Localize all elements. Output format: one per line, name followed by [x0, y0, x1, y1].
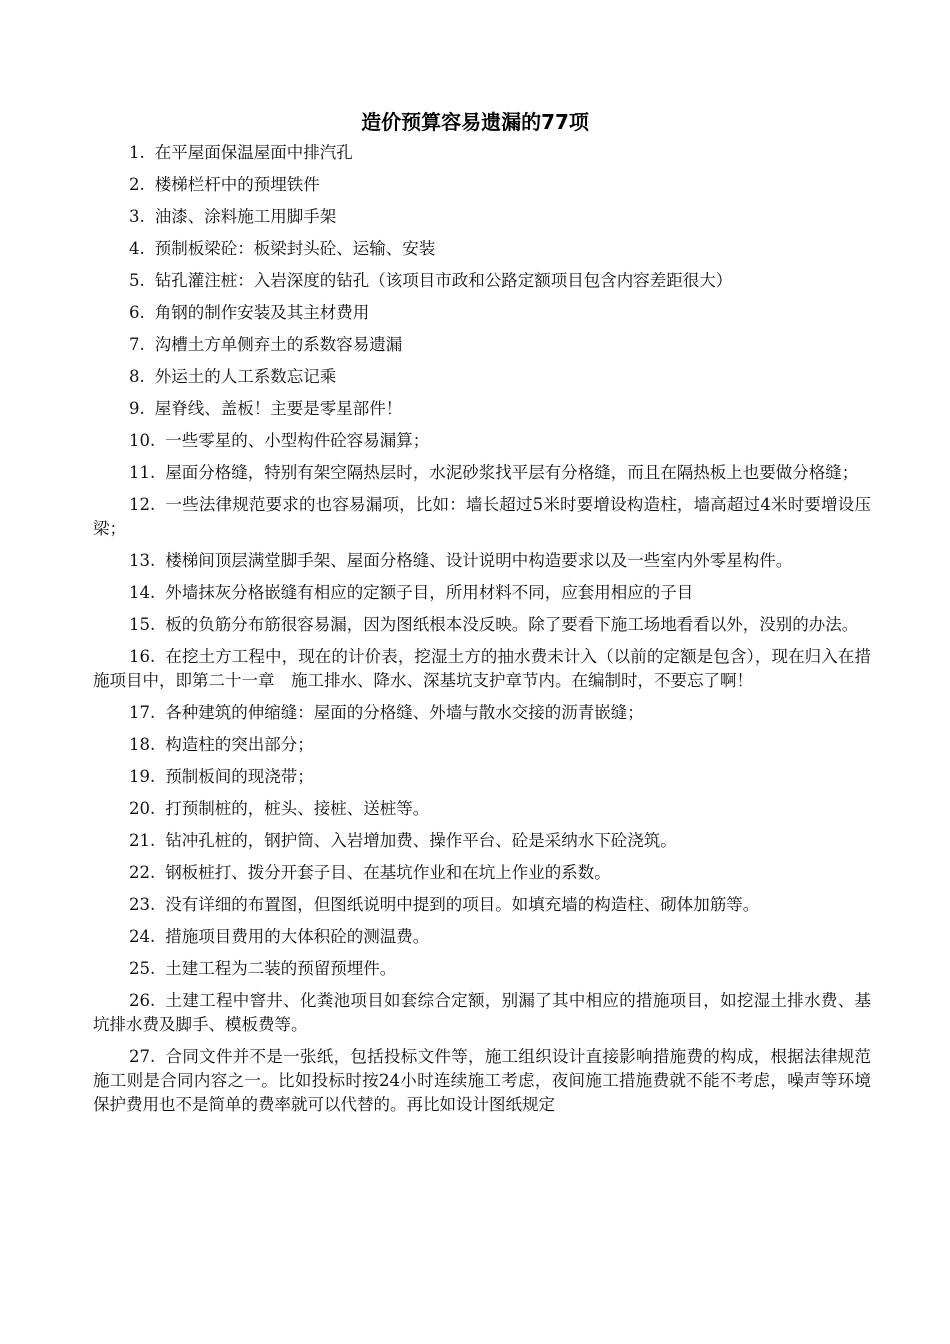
list-item	[93, 645, 871, 693]
list-item	[93, 861, 871, 885]
list-item	[93, 957, 871, 981]
item-number: 9.	[129, 399, 145, 418]
item-number: 5.	[129, 271, 145, 290]
list-item	[93, 269, 871, 293]
item-number: 13.	[129, 551, 156, 570]
list-item	[93, 397, 871, 421]
item-number: 17.	[129, 703, 156, 722]
item-text: 一些法律规范要求的也容易漏项，比如：墙长超过5米时要增设构造柱，墙高超过4米时要增设压梁；	[93, 495, 871, 538]
item-number: 24.	[129, 927, 156, 946]
list-item	[93, 461, 871, 485]
item-number: 20.	[129, 799, 156, 818]
item-text: 预制板间的现浇带；	[165, 767, 314, 786]
item-text: 板的负筋分布筋很容易漏，因为图纸根本没反映。除了要看下施工场地看看以外，没别的办法。	[165, 615, 859, 634]
item-text: 土建工程中窨井、化粪池项目如套综合定额，别漏了其中相应的措施项目，如挖湿土排水费、基坑排水费及脚手、模板费等。	[93, 991, 871, 1034]
list-item	[93, 701, 871, 725]
item-text: 油漆、涂料施工用脚手架	[154, 207, 337, 226]
item-number: 2.	[129, 175, 145, 194]
list-item	[93, 829, 871, 853]
item-text: 沟槽土方单侧弃土的系数容易遗漏	[154, 335, 403, 354]
item-number: 18.	[129, 735, 156, 754]
item-text: 合同文件并不是一张纸，包括投标文件等，施工组织设计直接影响措施费的构成，根据法律规范施工则是合同内容之一。比如投标时按24小时连续施工考虑，夜间施工措施费就不能不考虑，噪声等环境保护费用也不是简单的费率就可以代替的。再比如设计图纸规定	[93, 1047, 871, 1114]
list-item	[93, 797, 871, 821]
item-text: 没有详细的布置图，但图纸说明中提到的项目。如填充墙的构造柱、砌体加筋等。	[165, 895, 760, 914]
list-item	[93, 365, 871, 389]
list-item	[93, 237, 871, 261]
list-item	[93, 493, 871, 541]
item-number: 8.	[129, 367, 145, 386]
list-item	[93, 989, 871, 1037]
item-number: 3.	[129, 207, 145, 226]
item-number: 11.	[129, 463, 156, 482]
item-number: 19.	[129, 767, 156, 786]
item-number: 16.	[129, 647, 156, 666]
item-number: 7.	[129, 335, 145, 354]
item-text: 钢板桩打、拨分开套子目、在基坑作业和在坑上作业的系数。	[165, 863, 611, 882]
item-text: 在平屋面保温屋面中排汽孔	[154, 143, 353, 162]
item-text: 外墙抹灰分格嵌缝有相应的定额子目，所用材料不同，应套用相应的子目	[165, 583, 694, 602]
list-item	[93, 429, 871, 453]
item-text: 构造柱的突出部分；	[165, 735, 314, 754]
item-number: 26.	[129, 991, 156, 1010]
item-text: 各种建筑的伸缩缝：屋面的分格缝、外墙与散水交接的沥青嵌缝；	[165, 703, 644, 722]
list-item	[93, 893, 871, 917]
list-item	[93, 333, 871, 357]
list-item	[93, 549, 871, 573]
list-item	[93, 613, 871, 637]
item-text: 楼梯间顶层满堂脚手架、屋面分格缝、设计说明中构造要求以及一些室内外零星构件。	[165, 551, 793, 570]
item-number: 25.	[129, 959, 156, 978]
item-number: 15.	[129, 615, 156, 634]
item-text: 外运土的人工系数忘记乘	[154, 367, 337, 386]
list-item	[93, 1045, 871, 1117]
item-text: 屋脊线、盖板！主要是零星部件！	[154, 399, 403, 418]
item-text: 角钢的制作安装及其主材费用	[154, 303, 370, 322]
item-number: 23.	[129, 895, 156, 914]
item-number: 27.	[129, 1047, 156, 1066]
list-item	[93, 301, 871, 325]
item-number: 4.	[129, 239, 145, 258]
item-number: 21.	[129, 831, 156, 850]
list-item	[93, 925, 871, 949]
item-list	[93, 141, 871, 1125]
item-text: 在挖土方工程中，现在的计价表，挖湿土方的抽水费未计入（以前的定额是包含），现在归入在措施项目中，即第二十一章 施工排水、降水、深基坑支护章节内。在编制时，不要忘了啊！	[93, 647, 871, 690]
list-item	[93, 205, 871, 229]
list-item	[93, 173, 871, 197]
item-text: 土建工程为二装的预留预埋件。	[165, 959, 397, 978]
list-item	[93, 581, 871, 605]
item-number: 22.	[129, 863, 156, 882]
list-item	[93, 141, 871, 165]
document-title: 造价预算容易遗漏的77项	[361, 110, 589, 134]
item-text: 钻孔灌注桩：入岩深度的钻孔（该项目市政和公路定额项目包含内容差距很大）	[154, 271, 733, 290]
item-number: 12.	[129, 495, 156, 514]
item-text: 楼梯栏杆中的预埋铁件	[154, 175, 320, 194]
item-text: 预制板梁砼：板梁封头砼、运输、安装	[154, 239, 436, 258]
list-item	[93, 765, 871, 789]
item-text: 一些零星的、小型构件砼容易漏算；	[165, 431, 430, 450]
item-number: 10.	[129, 431, 156, 450]
item-number: 1.	[129, 143, 145, 162]
item-text: 措施项目费用的大体积砼的测温费。	[165, 927, 430, 946]
list-item	[93, 733, 871, 757]
item-number: 14.	[129, 583, 156, 602]
item-text: 打预制桩的，桩头、接桩、送桩等。	[165, 799, 430, 818]
item-text: 钻冲孔桩的，钢护筒、入岩增加费、操作平台、砼是采纳水下砼浇筑。	[165, 831, 677, 850]
item-number: 6.	[129, 303, 145, 322]
item-text: 屋面分格缝，特别有架空隔热层时，水泥砂浆找平层有分格缝，而且在隔热板上也要做分格缝；	[165, 463, 859, 482]
